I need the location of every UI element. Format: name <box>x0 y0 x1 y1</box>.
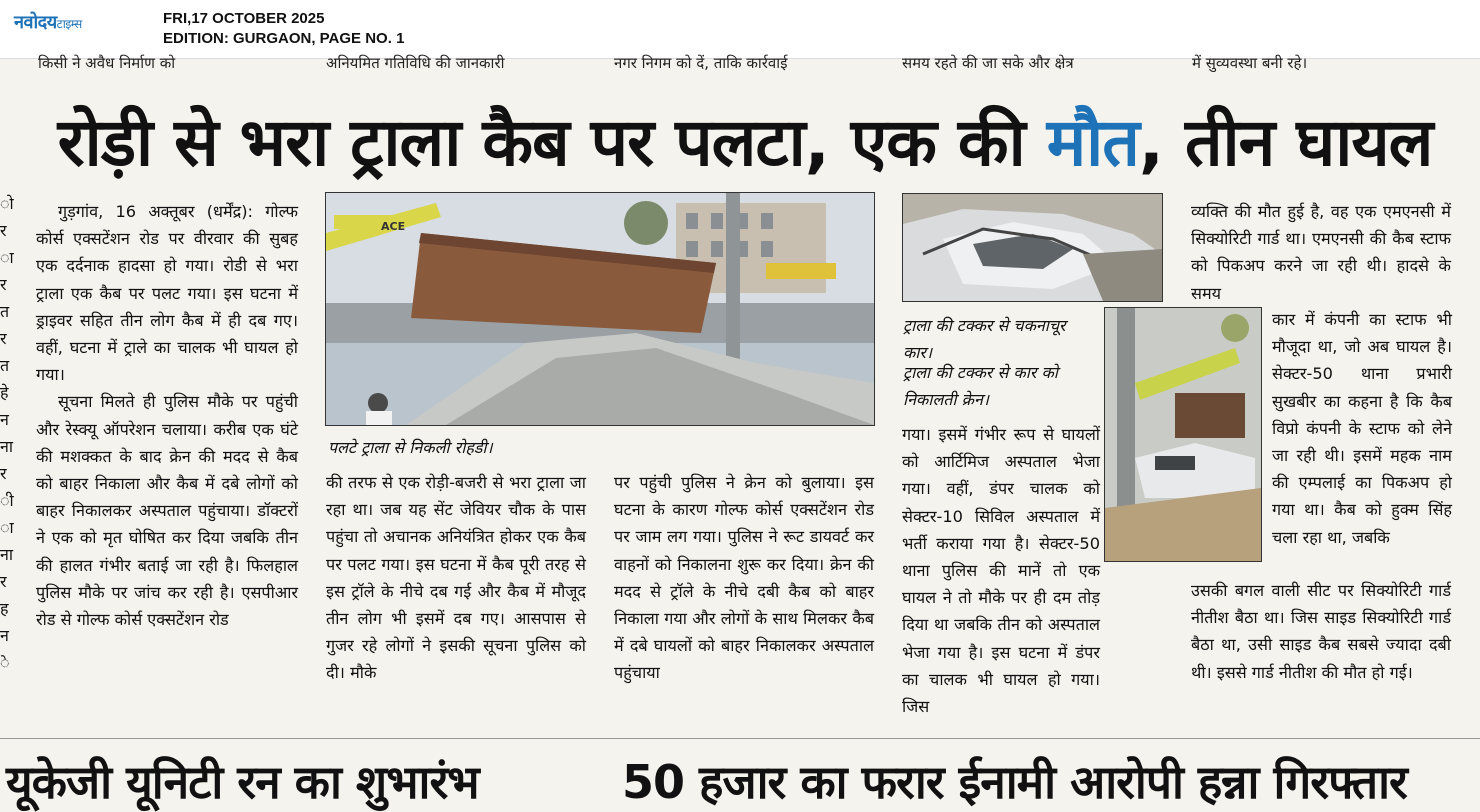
article-column-5-middle: कार में कंपनी का स्टाफ भी मौजूदा था, जो अब घायल है। सेक्टर-50 थाना प्रभारी सुखबीर का कहना है कि कैब विप्रो कंपनी के स्टाफ को लेने जा रही थी। इसमें महक नाम की एम्पलाई का पिकअप हो गया था। कैब को हुक्म सिंह चला रहा था, जबकि <box>1272 310 1452 547</box>
previous-column-strip: ो र ा र त र त हे न ना र ी ा ना र ह न े <box>0 194 14 672</box>
main-photo-overturned-trailer <box>325 192 875 426</box>
top-cut-line-3: नगर निगम को दें, ताकि कार्रवाई <box>614 54 788 72</box>
article-headline: रोड़ी से भरा ट्राला कैब पर पलटा, एक की मौत, तीन घायल <box>57 104 1433 181</box>
edition-page: EDITION: GURGAON, PAGE NO. 1 <box>163 30 405 47</box>
top-cut-line-5: में सुव्यवस्था बनी रहे। <box>1192 54 1308 72</box>
article-column-2: की तरफ से एक रोड़ी-बजरी से भरा ट्राला जा रहा था। जब यह सेंट जेवियर चौक के पास पहुंचा तो अचानक अनियंत्रित होकर एक कैब पर पलट गया। इस घटना में कैब पूरी तरह से इस ट्रॉले के नीचे दब गई और कैब में मौजूद तीन लोग भी इसमें दब गए। आसपास से गुजर रहे लोगों ने इसकी सूचना पुलिस को दी। मौके <box>326 473 586 683</box>
edition-info <box>163 9 404 49</box>
edition-date: FRI,17 OCTOBER 2025 <box>163 10 325 27</box>
headline-highlight: मौत <box>1046 104 1139 181</box>
car-photo-caption-1: ट्राला की टक्कर से चकनाचूर कार। <box>903 316 1066 362</box>
article-column-5-bottom: उसकी बगल वाली सीट पर सिक्योरिटी गार्ड नीतीश बैठा था। जिस साइड सिक्योरिटी गार्ड बैठा था, उसी साइड कैब सबसे ज्यादा दबी थी। इससे गार्ड नीतीश की मौत हो गई। <box>1191 581 1451 682</box>
crushed-car-illustration <box>903 194 1162 301</box>
section-divider <box>0 738 1480 739</box>
article-column-5-top: व्यक्ति की मौत हुई है, वह एक एमएनसी में सिक्योरिटी गार्ड था। एमएनसी की कैब स्टाफ को पिकअप करने जा रही थी। हादसे के समय <box>1191 202 1451 303</box>
top-cut-line-2: अनियमित गतिविधि की जानकारी <box>326 54 505 72</box>
column-1-paragraph-2: सूचना मिलते ही पुलिस मौके पर पहुंची और रेस्क्यू ऑपरेशन चलाया। करीब एक घंटे की मशक्कत के बाद क्रेन की मदद से कैब को बाहर निकाला और कैब में दबे लोगों को बाहर निकालकर अस्पताल पहुंचाया। डॉक्टरों ने एक को मृत घोषित कर दिया जबकि तीन की हालत गंभीर बताई जा रही है। फिलहाल पुलिस मौके पर जांच कर रही है। एसपीआर रोड से गोल्फ कोर्स एक्सटेंशन रोड <box>36 392 298 630</box>
column-1-paragraph-1: गुड़गांव, 16 अक्तूबर (धर्मेंद्र): गोल्फ कोर्स एक्सटेंशन रोड पर वीरवार की सुबह एक दर्दनाक हादसा हो गया। रोडी से भरा ट्राला एक कैब पर पलट गया। इस घटना में ड्राइवर सहित तीन लोग कैब में ही दब गए। वहीं, घटना में ट्राले का चालक भी घायल हो गया। <box>36 202 298 385</box>
svg-text:ACE: ACE <box>381 220 406 233</box>
car-photo-caption-2: ट्राला की टक्कर से कार को निकालती क्रेन। <box>903 363 1058 409</box>
article-column-4: गया। इसमें गंभीर रूप से घायलों को आर्टिमिज अस्पताल भेजा गया। वहीं, डंपर चालक को सेक्टर-10 सिविल अस्पताल में भर्ती कराया गया है। सेक्टर-50 थाना पुलिस की मानें तो एक घायल ने तो मौके पर ही दम तोड़ दिया था जबकि तीन को अस्पताल भेजा गया है। इस घटना में डंपर का चालक भी घायल हो गया। जिस <box>902 425 1100 717</box>
top-cut-line-4: समय रहते की जा सके और क्षेत्र <box>902 54 1074 72</box>
trailer-photo-illustration <box>326 193 874 425</box>
article-column-1 <box>36 198 298 713</box>
article-column-3: पर पहुंची पुलिस ने क्रेन को बुलाया। इस घटना के कारण गोल्फ कोर्स एक्सटेंशन रोड पर जाम लग गया। पुलिस ने रूट डायवर्ट कर वाहनों को निकालना शुरू कर दिया। क्रेन की मदद से ट्रॉले के नीचे दबी कैब को बाहर निकाला गया और लोगों के साथ मिलकर कैब में दबे घायलों को बाहर निकालकर अस्पताल पहुंचाया <box>614 473 874 683</box>
crushed-car-photo <box>902 193 1163 302</box>
bottom-headline-left: यूकेजी यूनिटी रन का शुभारंभ <box>6 755 479 809</box>
masthead-bar <box>0 0 1480 59</box>
logo-main-text: नवोदय <box>14 12 57 33</box>
crane-lifting-car-photo <box>1104 307 1262 562</box>
top-cut-line-1: किसी ने अवैध निर्माण को <box>38 54 176 72</box>
bottom-headline-right: 50 हजार का फरार ईनामी आरोपी हन्ना गिरफ्तार <box>622 755 1407 809</box>
newspaper-logo[interactable] <box>14 10 82 34</box>
main-photo-caption: पलटे ट्राला से निकली रोहडी। <box>328 438 493 457</box>
crane-photo-illustration <box>1105 308 1261 561</box>
logo-sub-text: टाइम्स <box>56 17 82 31</box>
